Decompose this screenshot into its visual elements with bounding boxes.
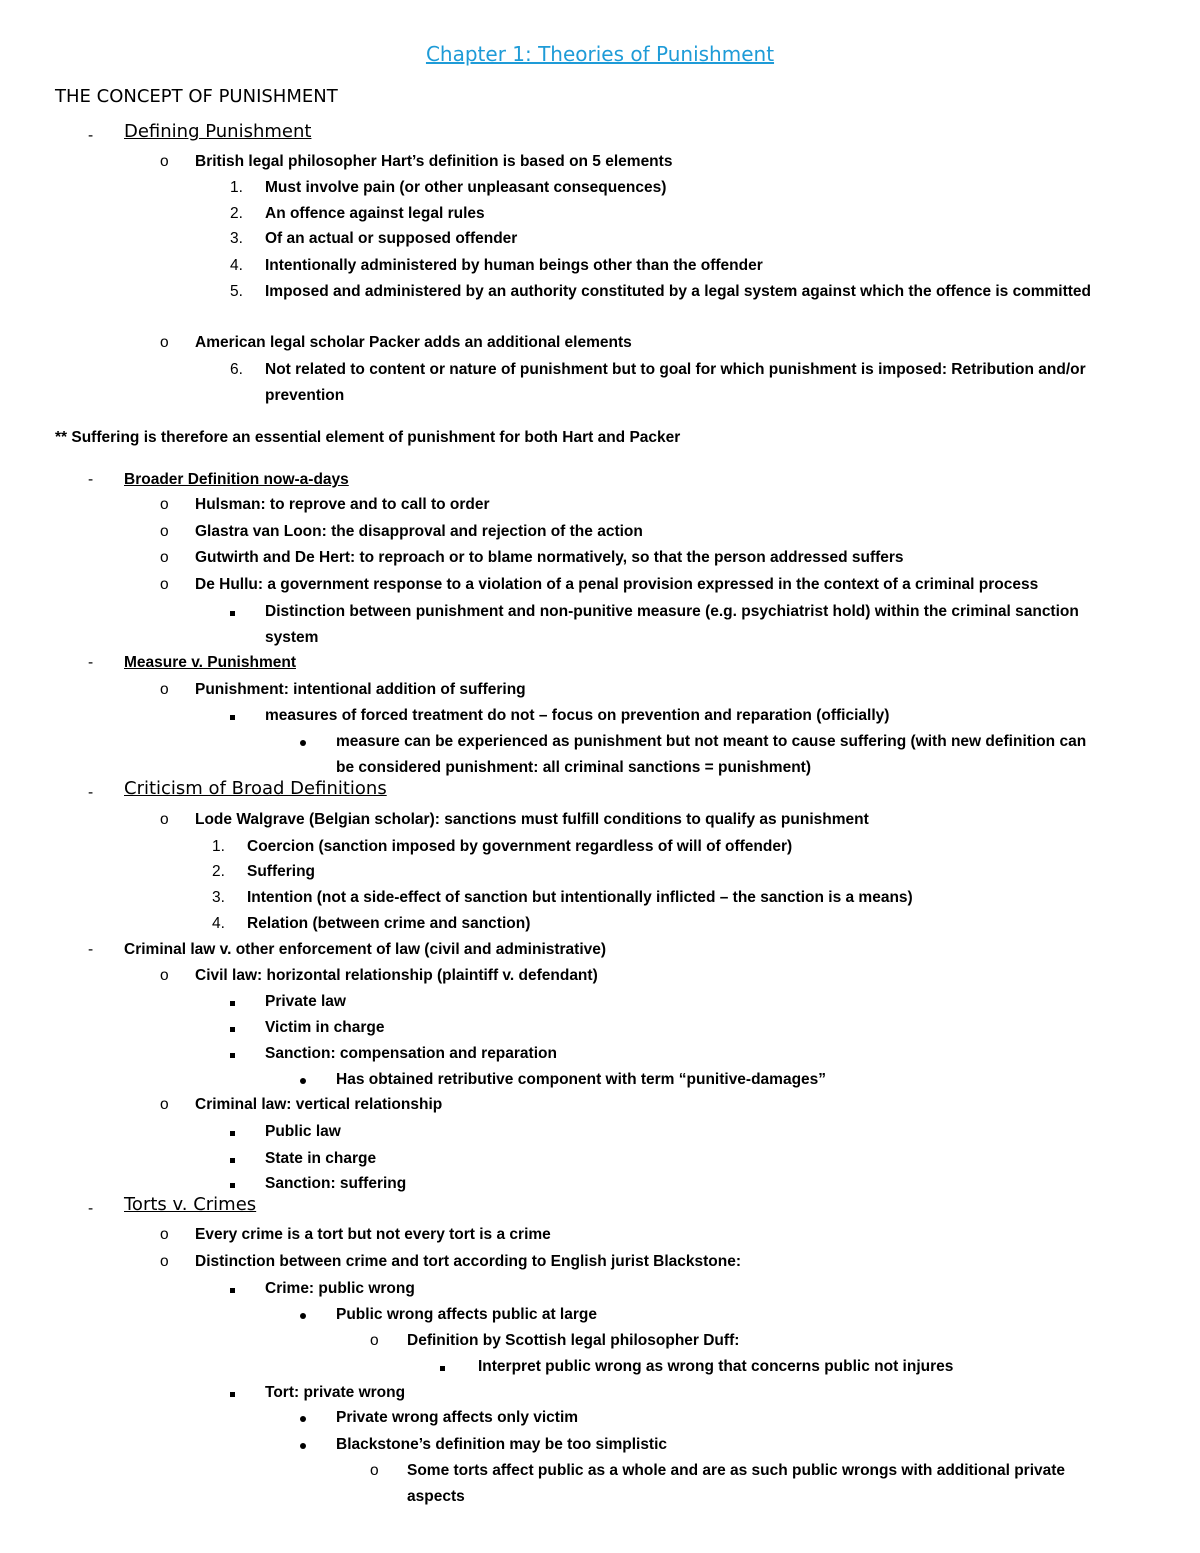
outline-text: British legal philosopher Hart’s definition is based on 5 elements	[195, 153, 673, 170]
outline-text: Suffering	[247, 863, 316, 880]
outline-text: Punishment: intentional addition of suffering	[195, 681, 526, 698]
outline-text: Gutwirth and De Hert: to reproach or to blame normatively, so that the person addressed suffers	[195, 549, 904, 566]
outline-text: aspects	[407, 1488, 465, 1505]
list-marker: o	[160, 811, 169, 828]
outline-text: American legal scholar Packer adds an additional elements	[195, 334, 632, 351]
square-bullet-icon	[230, 602, 235, 622]
outline-text: prevention	[265, 387, 345, 404]
outline-text: An offence against legal rules	[265, 205, 485, 222]
square-bullet-icon	[230, 1174, 235, 1194]
list-marker: -	[88, 127, 94, 144]
square-bullet-icon	[230, 1044, 235, 1064]
list-marker: -	[88, 784, 94, 801]
list-marker: 1.	[212, 838, 225, 855]
outline-text: Broader Definition now-a-days	[124, 471, 349, 488]
round-bullet-icon	[300, 1435, 306, 1455]
list-marker: o	[160, 153, 169, 170]
square-bullet-icon	[230, 1018, 235, 1038]
section-heading: THE CONCEPT OF PUNISHMENT	[55, 86, 338, 107]
outline-text: Hulsman: to reprove and to call to order	[195, 496, 490, 513]
outline-text: Glastra van Loon: the disapproval and rejection of the action	[195, 523, 643, 540]
list-marker: o	[160, 1226, 169, 1243]
list-marker: o	[160, 1096, 169, 1113]
outline-text: Measure v. Punishment	[124, 654, 296, 671]
list-marker: o	[160, 967, 169, 984]
outline-text: Has obtained retributive component with term “punitive-damages”	[336, 1071, 827, 1088]
list-marker: o	[160, 576, 169, 593]
square-bullet-icon	[230, 1149, 235, 1169]
outline-text: Criminal law v. other enforcement of law (civil and administrative)	[124, 941, 607, 958]
outline-text: Intentionally administered by human beings other than the offender	[265, 257, 763, 274]
list-marker: o	[160, 1253, 169, 1270]
outline-text: Relation (between crime and sanction)	[247, 915, 531, 932]
outline-text: Defining Punishment	[124, 121, 312, 142]
list-marker: 5.	[230, 283, 243, 300]
square-bullet-icon	[230, 1122, 235, 1142]
outline-text: Public wrong affects public at large	[336, 1306, 597, 1323]
list-marker: o	[160, 523, 169, 540]
outline-text: Distinction between punishment and non-punitive measure (e.g. psychiatrist hold) within the criminal sanction	[265, 603, 1079, 620]
list-marker: o	[160, 681, 169, 698]
list-marker: o	[160, 549, 169, 566]
square-bullet-icon	[230, 706, 235, 726]
outline-text: Imposed and administered by an authority constituted by a legal system against which the offence is committed	[265, 283, 1091, 300]
outline-text: State in charge	[265, 1150, 377, 1167]
list-marker: -	[88, 471, 94, 488]
list-marker: 2.	[230, 205, 243, 222]
list-marker: o	[160, 496, 169, 513]
round-bullet-icon	[300, 1070, 306, 1090]
round-bullet-icon	[300, 1305, 306, 1325]
page-title: Chapter 1: Theories of Punishment	[425, 42, 775, 66]
list-marker: 1.	[230, 179, 243, 196]
outline-text: Private wrong affects only victim	[336, 1409, 579, 1426]
list-marker: o	[370, 1332, 379, 1349]
square-bullet-icon	[230, 992, 235, 1012]
outline-text: Definition by Scottish legal philosopher Duff:	[407, 1332, 740, 1349]
outline-text: Crime: public wrong	[265, 1280, 415, 1297]
outline-text: be considered punishment: all criminal sanctions = punishment)	[336, 759, 811, 776]
square-bullet-icon	[440, 1357, 445, 1377]
outline-text: Tort: private wrong	[265, 1384, 406, 1401]
outline-text: Sanction: compensation and reparation	[265, 1045, 557, 1062]
list-marker: 3.	[230, 230, 243, 247]
list-marker: -	[88, 1200, 94, 1217]
list-marker: 4.	[230, 257, 243, 274]
outline-text: ** Suffering is therefore an essential element of punishment for both Hart and Packer	[55, 429, 681, 446]
outline-text: Interpret public wrong as wrong that concerns public not injures	[478, 1358, 954, 1375]
list-marker: 2.	[212, 863, 225, 880]
outline-text: Civil law: horizontal relationship (plaintiff v. defendant)	[195, 967, 598, 984]
list-marker: o	[160, 334, 169, 351]
round-bullet-icon	[300, 732, 306, 752]
list-marker: 4.	[212, 915, 225, 932]
outline-text: Criticism of Broad Definitions	[124, 778, 387, 799]
outline-text: Lode Walgrave (Belgian scholar): sanctions must fulfill conditions to qualify as punishment	[195, 811, 869, 828]
list-marker: -	[88, 654, 94, 671]
outline-text: Public law	[265, 1123, 341, 1140]
list-marker: 6.	[230, 361, 243, 378]
outline-text: Of an actual or supposed offender	[265, 230, 518, 247]
outline-text: Coercion (sanction imposed by government regardless of will of offender)	[247, 838, 793, 855]
outline-text: Blackstone’s definition may be too simplistic	[336, 1436, 668, 1453]
list-marker: o	[370, 1462, 379, 1479]
outline-text: measures of forced treatment do not – focus on prevention and reparation (officially)	[265, 707, 890, 724]
outline-text: Distinction between crime and tort according to English jurist Blackstone:	[195, 1253, 742, 1270]
square-bullet-icon	[230, 1279, 235, 1299]
round-bullet-icon	[300, 1408, 306, 1428]
outline-text: system	[265, 629, 319, 646]
outline-text: Not related to content or nature of punishment but to goal for which punishment is imposed: Retribution and/or	[265, 361, 1086, 378]
square-bullet-icon	[230, 1383, 235, 1403]
outline-text: Intention (not a side-effect of sanction but intentionally inflicted – the sanction is a means)	[247, 889, 913, 906]
outline-text: Must involve pain (or other unpleasant consequences)	[265, 179, 667, 196]
outline-text: Some torts affect public as a whole and are as such public wrongs with additional private	[407, 1462, 1066, 1479]
outline-text: measure can be experienced as punishment but not meant to cause suffering (with new definition can	[336, 733, 1087, 750]
outline-text: Torts v. Crimes	[124, 1194, 257, 1215]
outline-text: Criminal law: vertical relationship	[195, 1096, 443, 1113]
list-marker: 3.	[212, 889, 225, 906]
outline-text: De Hullu: a government response to a violation of a penal provision expressed in the context of a criminal process	[195, 576, 1039, 593]
outline-text: Every crime is a tort but not every tort is a crime	[195, 1226, 551, 1243]
list-marker: -	[88, 941, 94, 958]
outline-text: Private law	[265, 993, 346, 1010]
outline-text: Sanction: suffering	[265, 1175, 407, 1192]
outline-text: Victim in charge	[265, 1019, 385, 1036]
